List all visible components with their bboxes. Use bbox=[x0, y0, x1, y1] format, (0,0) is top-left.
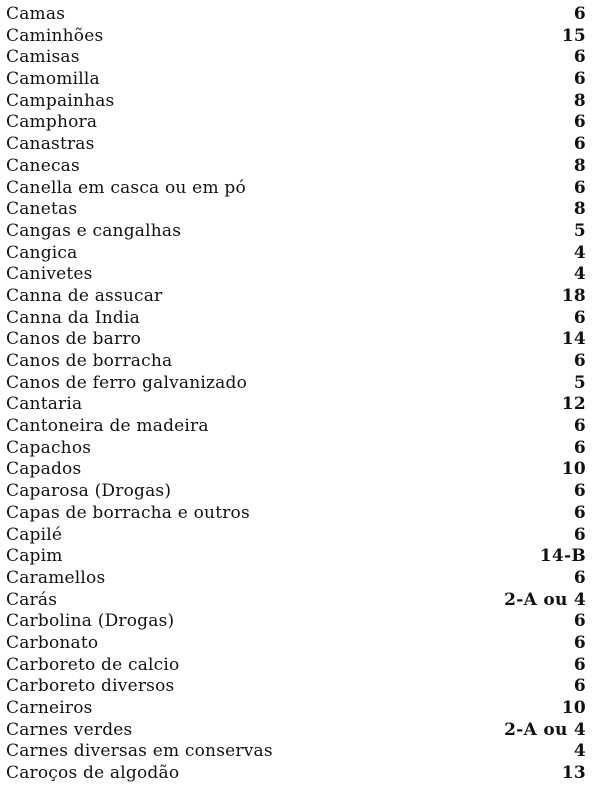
item-name: Camphora bbox=[6, 112, 98, 133]
list-item bbox=[6, 156, 586, 178]
list-item bbox=[6, 308, 586, 330]
item-name: Canastras bbox=[6, 134, 95, 155]
item-name: Canetas bbox=[6, 199, 78, 220]
item-name: Canella em casca ou em pó bbox=[6, 177, 246, 198]
list-item bbox=[6, 438, 586, 460]
item-value: 6 bbox=[573, 481, 586, 502]
item-name: Capachos bbox=[6, 437, 92, 458]
item-value: 2-A ou 4 bbox=[504, 719, 586, 740]
item-value: 5 bbox=[573, 220, 586, 241]
item-value: 6 bbox=[573, 69, 586, 90]
item-value: 6 bbox=[573, 611, 586, 632]
item-value: 8 bbox=[573, 90, 586, 111]
list-item bbox=[6, 525, 586, 547]
item-name: Camisas bbox=[6, 47, 80, 68]
item-value: 4 bbox=[573, 741, 586, 762]
item-name: Cantaria bbox=[6, 394, 83, 415]
item-value: 5 bbox=[573, 372, 586, 393]
item-name: Carboreto diversos bbox=[6, 676, 175, 697]
item-value: 10 bbox=[561, 698, 586, 718]
item-name: Caparosa (Drogas) bbox=[6, 481, 172, 502]
list-item bbox=[6, 264, 586, 286]
item-name: Capilé bbox=[6, 524, 63, 545]
list-item bbox=[6, 26, 586, 48]
list-item bbox=[6, 546, 586, 568]
list-item bbox=[6, 459, 586, 481]
list-item bbox=[6, 633, 586, 655]
item-name: Camomilla bbox=[6, 69, 100, 90]
item-name: Caminhões bbox=[6, 25, 104, 46]
list-item bbox=[6, 221, 586, 243]
item-value: 6 bbox=[573, 177, 586, 198]
item-name: Capim bbox=[6, 546, 63, 567]
list-item bbox=[6, 720, 586, 742]
item-value: 6 bbox=[573, 416, 586, 437]
item-name: Canivetes bbox=[6, 264, 93, 285]
item-value: 14 bbox=[561, 329, 586, 350]
item-value: 6 bbox=[573, 134, 586, 155]
item-value: 12 bbox=[561, 394, 586, 415]
item-value: 6 bbox=[573, 47, 586, 68]
list-item bbox=[6, 134, 586, 156]
list-item bbox=[6, 416, 586, 438]
item-value: 6 bbox=[573, 307, 586, 328]
item-name: Carbolina (Drogas) bbox=[6, 611, 175, 632]
item-name: Camas bbox=[6, 4, 66, 24]
item-value: 10 bbox=[561, 459, 586, 480]
list-item bbox=[6, 4, 586, 26]
item-value: 6 bbox=[573, 112, 586, 133]
item-name: Canna de assucar bbox=[6, 285, 163, 306]
entry-list bbox=[6, 4, 586, 785]
list-item bbox=[6, 112, 586, 134]
list-item bbox=[6, 373, 586, 395]
list-item bbox=[6, 741, 586, 763]
list-item bbox=[6, 286, 586, 308]
item-name: Canna da India bbox=[6, 307, 140, 328]
item-value: 18 bbox=[561, 285, 586, 306]
item-value: 4 bbox=[573, 264, 586, 285]
item-value: 6 bbox=[573, 654, 586, 675]
list-item bbox=[6, 47, 586, 69]
item-name: Capas de borracha e outros bbox=[6, 502, 250, 523]
item-value: 2-A ou 4 bbox=[504, 589, 586, 610]
item-name: Capados bbox=[6, 459, 82, 480]
item-name: Carbonato bbox=[6, 632, 99, 653]
list-item bbox=[6, 394, 586, 416]
item-value: 15 bbox=[561, 25, 586, 46]
list-item bbox=[6, 69, 586, 91]
item-name: Caroços de algodão bbox=[6, 763, 180, 784]
item-name: Cangas e cangalhas bbox=[6, 220, 182, 241]
item-value: 6 bbox=[573, 4, 586, 24]
item-name: Canos de ferro galvanizado bbox=[6, 372, 248, 393]
item-name: Canos de borracha bbox=[6, 351, 173, 371]
list-item bbox=[6, 763, 586, 785]
list-item bbox=[6, 590, 586, 612]
list-item bbox=[6, 329, 586, 351]
list-item bbox=[6, 199, 586, 221]
item-name: Carás bbox=[6, 589, 58, 610]
item-value: 6 bbox=[573, 351, 586, 371]
list-item bbox=[6, 611, 586, 633]
item-value: 6 bbox=[573, 676, 586, 697]
item-name: Canos de barro bbox=[6, 329, 142, 350]
list-item bbox=[6, 91, 586, 113]
item-value: 6 bbox=[573, 567, 586, 588]
item-name: Carnes diversas em conservas bbox=[6, 741, 273, 762]
item-name: Carboreto de calcio bbox=[6, 654, 180, 675]
item-value: 6 bbox=[573, 437, 586, 458]
list-item bbox=[6, 481, 586, 503]
item-value: 4 bbox=[573, 242, 586, 263]
list-item bbox=[6, 243, 586, 265]
item-name: Carnes verdes bbox=[6, 719, 133, 740]
list-item bbox=[6, 698, 586, 720]
list-item bbox=[6, 568, 586, 590]
item-value: 6 bbox=[573, 502, 586, 523]
item-name: Canecas bbox=[6, 155, 80, 176]
item-value: 8 bbox=[573, 199, 586, 220]
item-value: 6 bbox=[573, 524, 586, 545]
item-name: Cantoneira de madeira bbox=[6, 416, 209, 437]
item-value: 8 bbox=[573, 155, 586, 176]
item-value: 14-B bbox=[539, 546, 586, 567]
list-item bbox=[6, 351, 586, 373]
item-name: Carneiros bbox=[6, 698, 93, 718]
list-item bbox=[6, 178, 586, 200]
list-item bbox=[6, 655, 586, 677]
item-name: Campainhas bbox=[6, 90, 115, 111]
item-value: 13 bbox=[561, 763, 586, 784]
item-name: Cangica bbox=[6, 242, 78, 263]
item-value: 6 bbox=[573, 632, 586, 653]
item-name: Caramellos bbox=[6, 567, 106, 588]
list-item bbox=[6, 503, 586, 525]
list-item bbox=[6, 676, 586, 698]
